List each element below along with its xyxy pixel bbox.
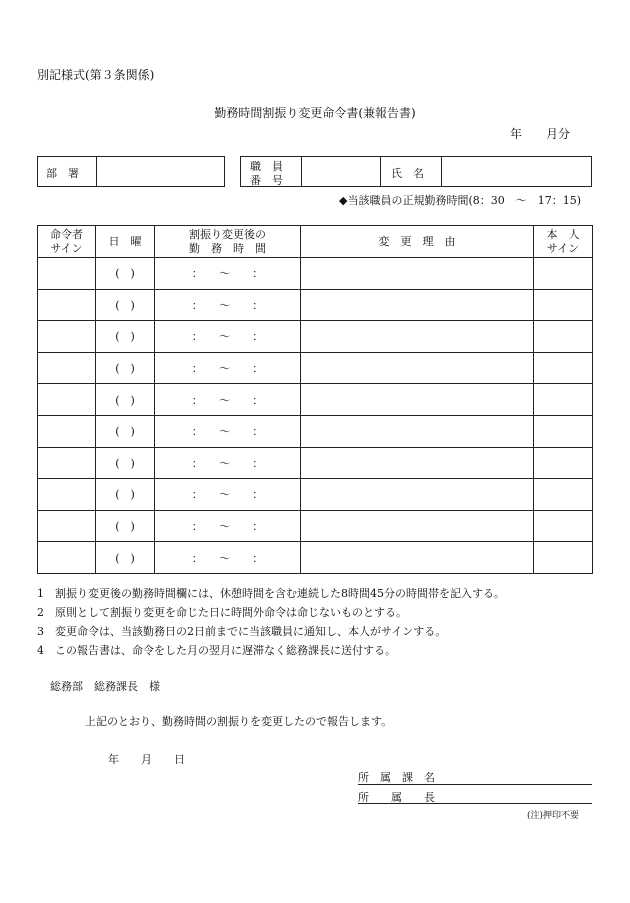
header-date: 日 曜 bbox=[96, 226, 155, 258]
dept-field[interactable] bbox=[97, 157, 224, 186]
note-4: 4 この報告書は、命令をした月の翌月に遅滞なく総務課長に送付する。 bbox=[37, 644, 396, 657]
staff-box bbox=[240, 156, 592, 187]
note-1: 1 割振り変更後の勤務時間欄には、休憩時間を含む連続した8時間45分の時間帯を記入する。 bbox=[37, 587, 505, 600]
seal-note: (注)押印不要 bbox=[527, 811, 580, 821]
table-header-row bbox=[38, 226, 593, 258]
date-cell[interactable]: ( ) bbox=[96, 321, 155, 353]
year-month: 年 月分 bbox=[510, 127, 571, 141]
self-sign-cell[interactable] bbox=[534, 542, 593, 574]
date-cell[interactable]: ( ) bbox=[96, 447, 155, 479]
date-cell[interactable]: ( ) bbox=[96, 258, 155, 290]
work-time-cell[interactable]: ： ～ ： bbox=[155, 542, 301, 574]
reason-cell[interactable] bbox=[301, 447, 534, 479]
work-time-cell[interactable]: ： ～ ： bbox=[155, 384, 301, 416]
work-time-cell[interactable]: ： ～ ： bbox=[155, 321, 301, 353]
table-row bbox=[38, 289, 593, 321]
table-row bbox=[38, 542, 593, 574]
self-sign-cell[interactable] bbox=[534, 479, 593, 511]
self-sign-cell[interactable] bbox=[534, 258, 593, 290]
date-cell[interactable]: ( ) bbox=[96, 352, 155, 384]
addressee: 総務部 総務課長 様 bbox=[50, 680, 160, 693]
note-2: 2 原則として割振り変更を命じた日に時間外命令は命じないものとする。 bbox=[37, 606, 407, 619]
reason-cell[interactable] bbox=[301, 415, 534, 447]
header-reason: 変 更 理 由 bbox=[301, 226, 534, 258]
name-field[interactable] bbox=[442, 157, 591, 186]
self-sign-cell[interactable] bbox=[534, 321, 593, 353]
header-self-sign: 本 人 サイン bbox=[534, 226, 593, 258]
table-row bbox=[38, 384, 593, 416]
staff-number-label-1: 職 員 bbox=[250, 160, 283, 173]
self-sign-cell[interactable] bbox=[534, 289, 593, 321]
reason-cell[interactable] bbox=[301, 289, 534, 321]
work-time-cell[interactable]: ： ～ ： bbox=[155, 258, 301, 290]
commander-sign-cell[interactable] bbox=[38, 289, 96, 321]
reason-cell[interactable] bbox=[301, 542, 534, 574]
dept-label: 部 署 bbox=[46, 167, 79, 180]
reason-cell[interactable] bbox=[301, 321, 534, 353]
form-label: 別記様式(第３条関係) bbox=[37, 68, 155, 82]
work-time-cell[interactable]: ： ～ ： bbox=[155, 415, 301, 447]
date-cell[interactable]: ( ) bbox=[96, 510, 155, 542]
work-time-cell[interactable]: ： ～ ： bbox=[155, 510, 301, 542]
commander-sign-cell[interactable] bbox=[38, 447, 96, 479]
work-time-cell[interactable]: ： ～ ： bbox=[155, 479, 301, 511]
reason-cell[interactable] bbox=[301, 352, 534, 384]
work-time-cell[interactable]: ： ～ ： bbox=[155, 289, 301, 321]
header-work-time: 割振り変更後の 勤 務 時 間 bbox=[155, 226, 301, 258]
commander-sign-cell[interactable] bbox=[38, 415, 96, 447]
affiliation-head-line bbox=[358, 803, 592, 804]
table-row bbox=[38, 415, 593, 447]
commander-sign-cell[interactable] bbox=[38, 542, 96, 574]
note-3: 3 変更命令は、当該勤務日の2日前までに当該職員に通知し、本人がサインする。 bbox=[37, 625, 447, 638]
commander-sign-cell[interactable] bbox=[38, 479, 96, 511]
date-cell[interactable]: ( ) bbox=[96, 415, 155, 447]
self-sign-cell[interactable] bbox=[534, 352, 593, 384]
self-sign-cell[interactable] bbox=[534, 384, 593, 416]
table-row bbox=[38, 510, 593, 542]
work-time-cell[interactable]: ： ～ ： bbox=[155, 352, 301, 384]
commander-sign-cell[interactable] bbox=[38, 352, 96, 384]
staff-number-field[interactable] bbox=[302, 157, 380, 186]
schedule-table bbox=[37, 225, 593, 574]
commander-sign-cell[interactable] bbox=[38, 258, 96, 290]
commander-sign-cell[interactable] bbox=[38, 384, 96, 416]
table-row bbox=[38, 447, 593, 479]
table-row bbox=[38, 258, 593, 290]
table-row bbox=[38, 321, 593, 353]
name-label: 氏 名 bbox=[391, 167, 424, 180]
statement: 上記のとおり、勤務時間の割振りを変更したので報告します。 bbox=[85, 715, 393, 728]
reason-cell[interactable] bbox=[301, 384, 534, 416]
self-sign-cell[interactable] bbox=[534, 510, 593, 542]
reason-cell[interactable] bbox=[301, 510, 534, 542]
table-row bbox=[38, 479, 593, 511]
commander-sign-cell[interactable] bbox=[38, 321, 96, 353]
date-cell[interactable]: ( ) bbox=[96, 289, 155, 321]
page-title: 勤務時間割振り変更命令書(兼報告書) bbox=[214, 106, 416, 120]
report-date: 年 月 日 bbox=[108, 753, 185, 766]
staff-divider-2 bbox=[380, 157, 381, 186]
staff-number-label-2: 番 号 bbox=[250, 174, 283, 187]
reason-cell[interactable] bbox=[301, 479, 534, 511]
dept-box bbox=[37, 156, 225, 187]
header-commander-sign: 命令者 サイン bbox=[38, 226, 96, 258]
date-cell[interactable]: ( ) bbox=[96, 542, 155, 574]
commander-sign-cell[interactable] bbox=[38, 510, 96, 542]
affiliation-section-line bbox=[358, 784, 592, 785]
date-cell[interactable]: ( ) bbox=[96, 384, 155, 416]
affiliation-head-label: 所 属 長 bbox=[358, 791, 435, 804]
affiliation-section-label: 所 属 課 名 bbox=[358, 771, 435, 784]
self-sign-cell[interactable] bbox=[534, 415, 593, 447]
regular-hours: ◆当該職員の正規勤務時間(8：30 ～ 17：15) bbox=[339, 194, 582, 207]
reason-cell[interactable] bbox=[301, 258, 534, 290]
work-time-cell[interactable]: ： ～ ： bbox=[155, 447, 301, 479]
date-cell[interactable]: ( ) bbox=[96, 479, 155, 511]
self-sign-cell[interactable] bbox=[534, 447, 593, 479]
table-row bbox=[38, 352, 593, 384]
